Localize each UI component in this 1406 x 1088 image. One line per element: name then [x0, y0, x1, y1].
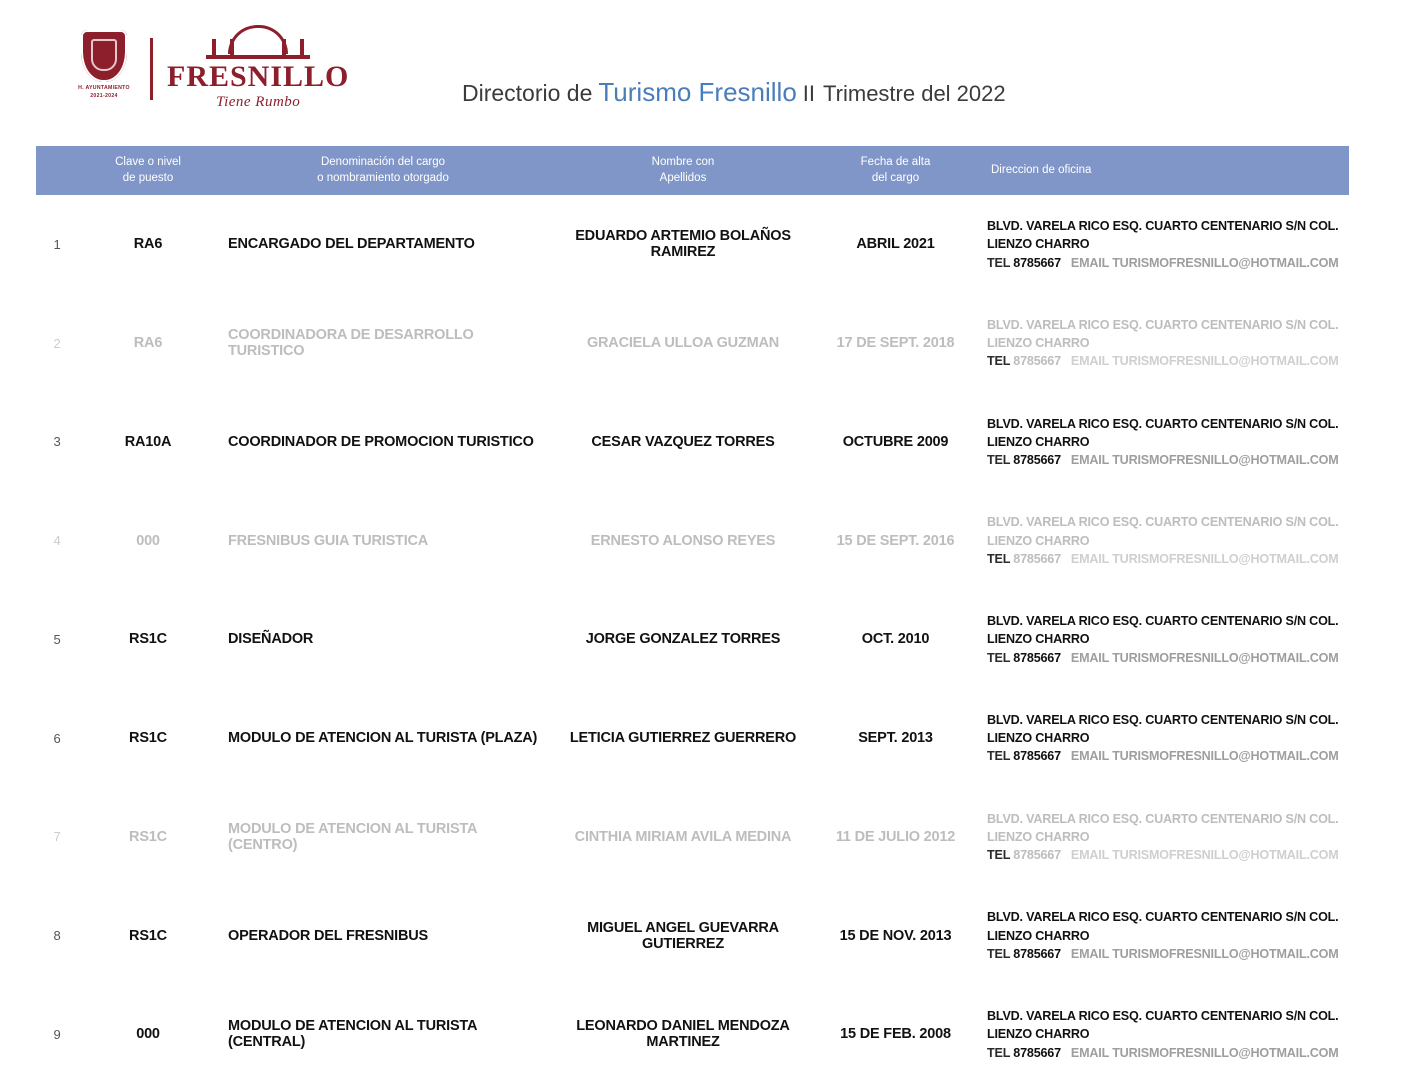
- address-contact-line: [987, 254, 1345, 272]
- email-label: EMAIL: [1070, 453, 1109, 468]
- directory-table-wrapper: [36, 146, 1370, 1084]
- address-line: BLVD. VARELA RICO ESQ. CUARTO CENTENARIO S/N COL. LIENZO CHARRO: [987, 811, 1339, 844]
- email-value: TURISMOFRESNILLO@HOTMAIL.COM: [1112, 946, 1339, 961]
- tel-label: TEL: [987, 749, 1010, 764]
- shield-text-line2: 2021-2024: [90, 92, 118, 99]
- city-wordmark: [167, 28, 349, 111]
- table-body: [36, 195, 1349, 1084]
- column-header-nombre: Nombre con Apellidos: [548, 146, 818, 195]
- row-index: 7: [53, 829, 61, 845]
- cell-denominacion: MODULO DE ATENCION AL TURISTA (PLAZA): [228, 730, 538, 747]
- address-line: BLVD. VARELA RICO ESQ. CUARTO CENTENARIO S/N COL. LIENZO CHARRO: [987, 515, 1339, 548]
- email-label: EMAIL: [1070, 946, 1109, 961]
- cell-denominacion: DISEÑADOR: [228, 631, 314, 648]
- arch-building-icon: [202, 28, 314, 62]
- address-line: BLVD. VARELA RICO ESQ. CUARTO CENTENARIO S/N COL. LIENZO CHARRO: [987, 317, 1339, 351]
- wordmark-text: FRESNILLO: [167, 59, 350, 93]
- email-label: EMAIL: [1070, 354, 1109, 369]
- email-label: EMAIL: [1070, 848, 1109, 863]
- coat-of-arms-icon: [72, 30, 136, 108]
- cell-denominacion: FRESNIBUS GUIA TURISTICA: [228, 532, 429, 549]
- address-contact-line: [987, 451, 1345, 469]
- cell-fecha: 11 DE JULIO 2012: [835, 828, 956, 845]
- table-row: [36, 491, 1349, 590]
- table-row: [36, 788, 1349, 887]
- cell-nombre: EDUARDO ARTEMIO BOLAÑOS RAMIREZ: [575, 228, 791, 261]
- email-value: TURISMOFRESNILLO@HOTMAIL.COM: [1112, 354, 1339, 369]
- cell-denominacion: MODULO DE ATENCION AL TURISTA (CENTRAL): [228, 1018, 477, 1051]
- address-line: BLVD. VARELA RICO ESQ. CUARTO CENTENARIO S/N COL. LIENZO CHARRO: [987, 910, 1339, 943]
- cell-direccion: [973, 195, 1349, 294]
- cell-nombre: MIGUEL ANGEL GUEVARRA GUTIERREZ: [587, 919, 779, 952]
- table-row: [36, 393, 1349, 492]
- tel-value: 8785667: [1013, 255, 1061, 270]
- cell-clave: 000: [136, 532, 160, 549]
- row-index: 5: [53, 631, 61, 647]
- email-label: EMAIL: [1070, 1045, 1109, 1060]
- tel-label: TEL: [987, 1045, 1010, 1060]
- tel-label: TEL: [987, 848, 1010, 863]
- cell-direccion: [973, 689, 1349, 788]
- cell-direccion: [973, 985, 1349, 1084]
- table-row: [36, 985, 1349, 1084]
- address-contact-line: [987, 747, 1345, 765]
- email-value: TURISMOFRESNILLO@HOTMAIL.COM: [1112, 650, 1339, 665]
- cell-clave: RA6: [133, 335, 163, 352]
- address-line: BLVD. VARELA RICO ESQ. CUARTO CENTENARIO S/N COL. LIENZO CHARRO: [987, 219, 1339, 252]
- address-line: BLVD. VARELA RICO ESQ. CUARTO CENTENARIO S/N COL. LIENZO CHARRO: [987, 416, 1339, 449]
- column-header-denominacion: Denominación del cargo o nombramiento otorgado: [218, 146, 548, 195]
- address-line: BLVD. VARELA RICO ESQ. CUARTO CENTENARIO S/N COL. LIENZO CHARRO: [987, 614, 1339, 647]
- tel-label: TEL: [987, 551, 1010, 566]
- cell-clave: RS1C: [129, 828, 167, 845]
- cell-denominacion: OPERADOR DEL FRESNIBUS: [228, 927, 428, 944]
- table-header-row: [36, 146, 1349, 195]
- tel-value: 8785667: [1013, 1045, 1061, 1060]
- cell-direccion: [973, 294, 1349, 393]
- address-contact-line: [987, 649, 1345, 667]
- cell-clave: 000: [136, 1026, 160, 1043]
- cell-nombre: LEONARDO DANIEL MENDOZA MARTINEZ: [576, 1018, 790, 1051]
- email-value: TURISMOFRESNILLO@HOTMAIL.COM: [1112, 551, 1339, 566]
- column-header-clave: Clave o nivel de puesto: [78, 146, 218, 195]
- cell-direccion: [973, 590, 1349, 689]
- cell-fecha: 17 DE SEPT. 2018: [836, 335, 955, 352]
- cell-nombre: GRACIELA ULLOA GUZMAN: [586, 335, 780, 352]
- cell-clave: RA10A: [124, 433, 172, 450]
- cell-clave: RS1C: [129, 927, 167, 944]
- cell-clave: RS1C: [129, 631, 167, 648]
- tel-value: 8785667: [1013, 354, 1061, 369]
- cell-direccion: [973, 886, 1349, 985]
- shield-text-line1: H. AYUNTAMIENTO: [78, 85, 130, 91]
- cell-fecha: ABRIL 2021: [856, 236, 935, 253]
- cell-nombre: ERNESTO ALONSO REYES: [590, 532, 776, 549]
- cell-fecha: 15 DE SEPT. 2016: [836, 532, 955, 549]
- municipal-logo: [72, 28, 372, 111]
- title-period-roman: II: [802, 81, 816, 106]
- cell-direccion: [973, 491, 1349, 590]
- page-header: [0, 0, 1406, 120]
- tel-value: 8785667: [1013, 749, 1061, 764]
- tel-label: TEL: [987, 255, 1010, 270]
- email-value: TURISMOFRESNILLO@HOTMAIL.COM: [1112, 255, 1339, 270]
- email-label: EMAIL: [1070, 551, 1109, 566]
- row-index: 9: [53, 1026, 61, 1042]
- cell-nombre: JORGE GONZALEZ TORRES: [585, 631, 781, 648]
- tel-label: TEL: [987, 946, 1010, 961]
- cell-direccion: [973, 393, 1349, 492]
- address-line: BLVD. VARELA RICO ESQ. CUARTO CENTENARIO S/N COL. LIENZO CHARRO: [987, 712, 1339, 746]
- cell-clave: RA6: [133, 236, 163, 253]
- address-contact-line: [987, 945, 1345, 963]
- table-row: [36, 195, 1349, 294]
- tel-value: 8785667: [1013, 848, 1061, 863]
- table-row: [36, 886, 1349, 985]
- cell-fecha: 15 DE NOV. 2013: [839, 927, 952, 944]
- email-value: TURISMOFRESNILLO@HOTMAIL.COM: [1112, 848, 1339, 863]
- row-index: 4: [53, 533, 61, 549]
- cell-denominacion: COORDINADORA DE DESARROLLO TURISTICO: [228, 327, 474, 360]
- directory-table: [36, 146, 1349, 1084]
- address-line: BLVD. VARELA RICO ESQ. CUARTO CENTENARIO S/N COL. LIENZO CHARRO: [987, 1009, 1339, 1042]
- column-header-direccion: Direccion de oficina: [973, 146, 1349, 195]
- page-title: [462, 77, 1006, 120]
- cell-denominacion: COORDINADOR DE PROMOCION TURISTICO: [228, 433, 534, 450]
- tel-value: 8785667: [1013, 650, 1061, 665]
- tel-value: 8785667: [1013, 551, 1061, 566]
- tel-label: TEL: [987, 453, 1010, 468]
- email-value: TURISMOFRESNILLO@HOTMAIL.COM: [1112, 749, 1339, 764]
- cell-nombre: CINTHIA MIRIAM AVILA MEDINA: [574, 828, 792, 845]
- cell-fecha: OCTUBRE 2009: [842, 433, 949, 450]
- title-period-text: Trimestre del 2022: [823, 81, 1006, 106]
- email-value: TURISMOFRESNILLO@HOTMAIL.COM: [1112, 453, 1339, 468]
- cell-clave: RS1C: [129, 730, 167, 747]
- tel-label: TEL: [987, 354, 1010, 369]
- title-accent: Turismo Fresnillo: [598, 77, 797, 107]
- tel-value: 8785667: [1013, 453, 1061, 468]
- email-label: EMAIL: [1070, 650, 1109, 665]
- table-row: [36, 689, 1349, 788]
- wordmark-slogan: Tiene Rumbo: [216, 93, 301, 110]
- tel-value: 8785667: [1013, 946, 1061, 961]
- email-label: EMAIL: [1070, 255, 1109, 270]
- title-prefix: Directorio de: [462, 80, 593, 106]
- tel-label: TEL: [987, 650, 1010, 665]
- address-contact-line: [987, 352, 1345, 370]
- cell-denominacion: MODULO DE ATENCION AL TURISTA (CENTRO): [228, 820, 477, 853]
- email-value: TURISMOFRESNILLO@HOTMAIL.COM: [1112, 1045, 1339, 1060]
- cell-nombre: CESAR VAZQUEZ TORRES: [591, 433, 775, 450]
- cell-fecha: OCT. 2010: [861, 631, 930, 648]
- address-contact-line: [987, 846, 1345, 864]
- row-index: 2: [53, 335, 61, 351]
- row-index: 1: [53, 236, 61, 252]
- email-label: EMAIL: [1070, 749, 1109, 764]
- cell-nombre: LETICIA GUTIERREZ GUERRERO: [569, 730, 797, 747]
- cell-direccion: [973, 788, 1349, 887]
- cell-fecha: 15 DE FEB. 2008: [840, 1026, 951, 1043]
- cell-fecha: SEPT. 2013: [858, 730, 933, 747]
- column-header-fecha: Fecha de alta del cargo: [818, 146, 973, 195]
- address-contact-line: [987, 1044, 1345, 1062]
- row-index: 6: [53, 730, 61, 746]
- column-header-index: [36, 146, 78, 195]
- row-index: 8: [53, 928, 61, 944]
- table-row: [36, 294, 1349, 393]
- address-contact-line: [987, 550, 1345, 568]
- row-index: 3: [53, 434, 61, 450]
- table-row: [36, 590, 1349, 689]
- logo-divider: [150, 38, 153, 100]
- cell-denominacion: ENCARGADO DEL DEPARTAMENTO: [228, 236, 475, 253]
